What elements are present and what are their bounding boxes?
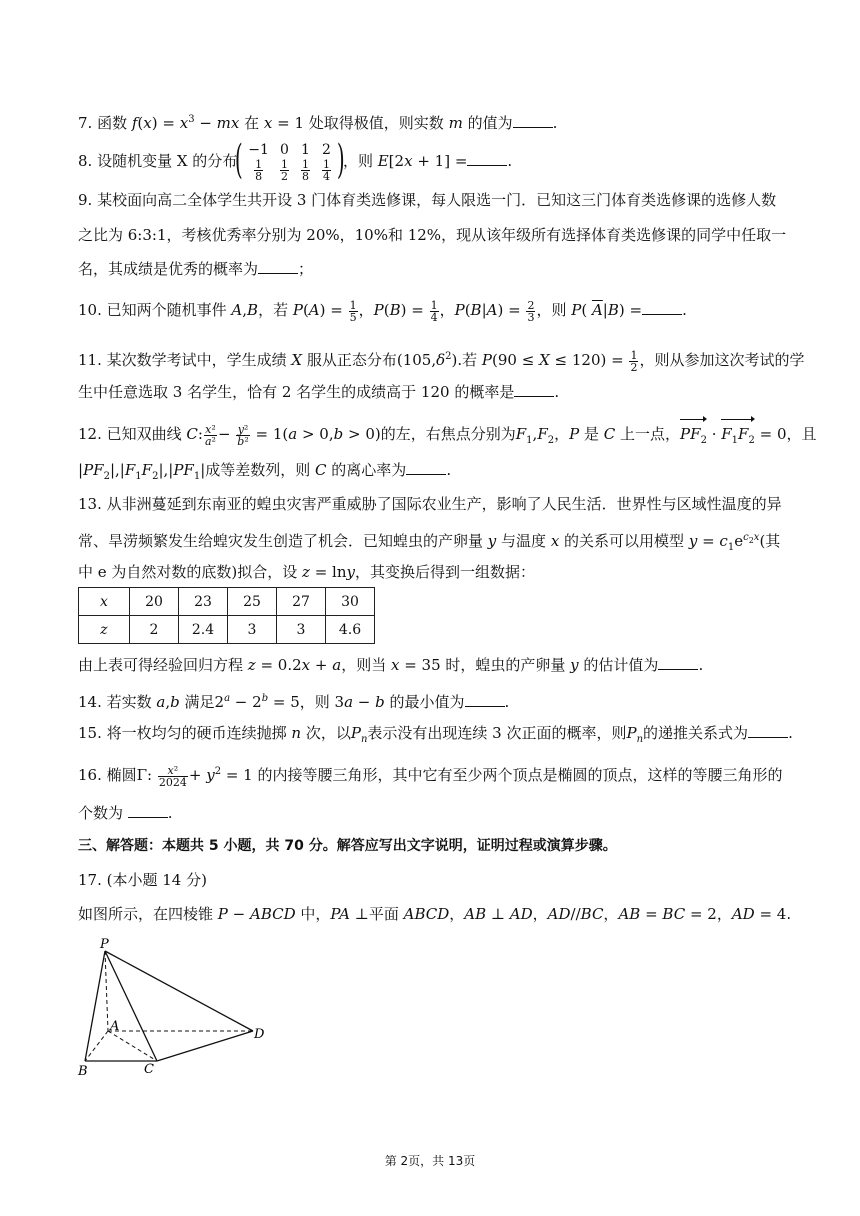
pyramid-figure xyxy=(70,935,280,1080)
question-13-line4: 由上表可得经验回归方程 z = 0.2x + a，则当 x = 35 时，蝗虫的产卵量 y 的估计值为 . xyxy=(78,656,704,674)
question-11-line2: 生中任意选取 3 名学生，恰有 2 名学生的成绩高于 120 的概率是 . xyxy=(78,383,560,401)
answer-blank xyxy=(658,655,698,670)
vertex-label-d: D xyxy=(254,1027,265,1042)
question-11-line1: 11. 某次数学考试中，学生成绩 X 服从正态分布$(105,\delta^2)$.若 P(90 ≤ X ≤ 120) = $\frac{1}{2}$ ，则从参加这次考试的学 xyxy=(78,348,805,374)
answer-blank xyxy=(406,460,446,475)
question-9-line3: 名，其成绩是优秀的概率为 ； xyxy=(78,260,314,278)
vertex-label-c: C xyxy=(144,1062,154,1077)
question-7: 7. 函数 $f(x) = x^3$ − mx 在 x = 1 处取得极值，则实数 m 的值为 . xyxy=(78,114,558,132)
question-14: 14. 若实数 a,b 满足$2^a - 2^b = 5$，则 3a − b 的最小值为 . xyxy=(78,693,510,711)
question-13-line2: 常、旱涝频繁发生给蝗灾发生创造了机会．已知蝗虫的产卵量 y 与温度 x 的关系可以用模型 $y = c_1e^{c_2x}$(其 xyxy=(78,532,781,553)
vertex-label-p: P xyxy=(100,937,109,952)
question-16-line2: 个数为 . xyxy=(78,804,173,822)
question-9-line1: 9. 某校面向高二全体学生共开设 3 门体育类选修课，每人限选一门．已知这三门体育类选修课的选修人数 xyxy=(78,191,777,209)
section-heading: 三、解答题：本题共 5 小题，共 70 分。解答应写出文字说明，证明过程或演算步骤。 xyxy=(78,838,617,854)
answer-blank xyxy=(128,803,168,818)
answer-blank xyxy=(258,259,298,274)
vertex-label-b: B xyxy=(78,1064,88,1079)
answer-blank xyxy=(513,113,553,128)
question-12-line1: 12. 已知双曲线 C: $\frac{\text{x²}}{\text{a²}}$ − $\frac{\text{y²}}{\text{b²}}$ = 1(a > 0,b > 0)的左，右焦点分别为$F_1,F_2$，P 是 C 上一点，$PF_2 \cdot F_1F_2 = 0$，且 xyxy=(78,421,817,454)
answer-blank xyxy=(467,151,507,166)
question-9-line2: 之比为 6:3:1，考核优秀率分别为 20%，10%和 12%，现从该年级所有选择体育类选修课的同学中任取一 xyxy=(78,226,787,244)
question-15: 15. 将一枚均匀的硬币连续抛掷 n 次，以$P_n$表示没有出现连续 3 次正面的概率，则$P_n$的递推关系式为 . xyxy=(78,724,793,745)
answer-blank xyxy=(514,382,554,397)
question-13-line1: 13. 从非洲蔓延到东南亚的蝗虫灾害严重威胁了国际农业生产，影响了人民生活．世界性与区域性温度的异 xyxy=(78,495,782,513)
question-13-line3: 中 e 为自然对数的底数)拟合，设 z = lny，其变换后得到一组数据： xyxy=(78,563,536,581)
question-12-line2: $|PF_2|,|F_1F_2|,|PF_1|$成等差数列，则 C 的离心率为 . xyxy=(78,461,452,482)
page-footer: 第 2页，共 13页 xyxy=(384,1154,476,1168)
table-row: z 2 2.4 3 3 4.6 xyxy=(79,616,375,644)
table-row: x 20 23 25 27 30 xyxy=(79,588,375,616)
vertex-label-a: A xyxy=(110,1019,120,1034)
answer-blank xyxy=(465,692,505,707)
question-17-header: 17. (本小题 14 分) xyxy=(78,871,207,889)
data-table xyxy=(78,587,375,644)
question-10: 10. 已知两个随机事件 A,B，若 P(A) = $\frac{1}{5}$ ，P(B) = $\frac{1}{4}$ ，P(B|A) = $\frac{2}{3}$ ，则 P( $\overline{A}|B$) = . xyxy=(78,298,687,324)
distribution-matrix: ( −1 0 1 2 $\frac{1}{8}$ $\frac{1}{2}$ $\frac{1}{8}$ $\frac{1}{4}$ ) xyxy=(235,137,346,183)
answer-blank xyxy=(642,300,682,315)
question-17-text: 如图所示，在四棱锥 P − ABCD 中，PA ⊥平面 ABCD，AB ⊥ AD，AD//BC，AB = BC = 2，AD = 4. xyxy=(78,905,792,923)
answer-blank xyxy=(748,723,788,738)
question-8: 8. 设随机变量 X 的分布 ( −1 0 1 2 $\frac{1}{8}$ $\frac{1}{2}$ $\frac{1}{8}$ $\frac{1}{4}$ ) ，则 E[2x + 1] = . xyxy=(78,137,513,183)
question-16-line1: 16. 椭圆Γ: $\frac{\text{x²}}{2024}$ + $y^2 = 1$ 的内接等腰三角形，其中它有至少两个顶点是椭圆的顶点，这样的等腰三角形的 xyxy=(78,763,783,789)
